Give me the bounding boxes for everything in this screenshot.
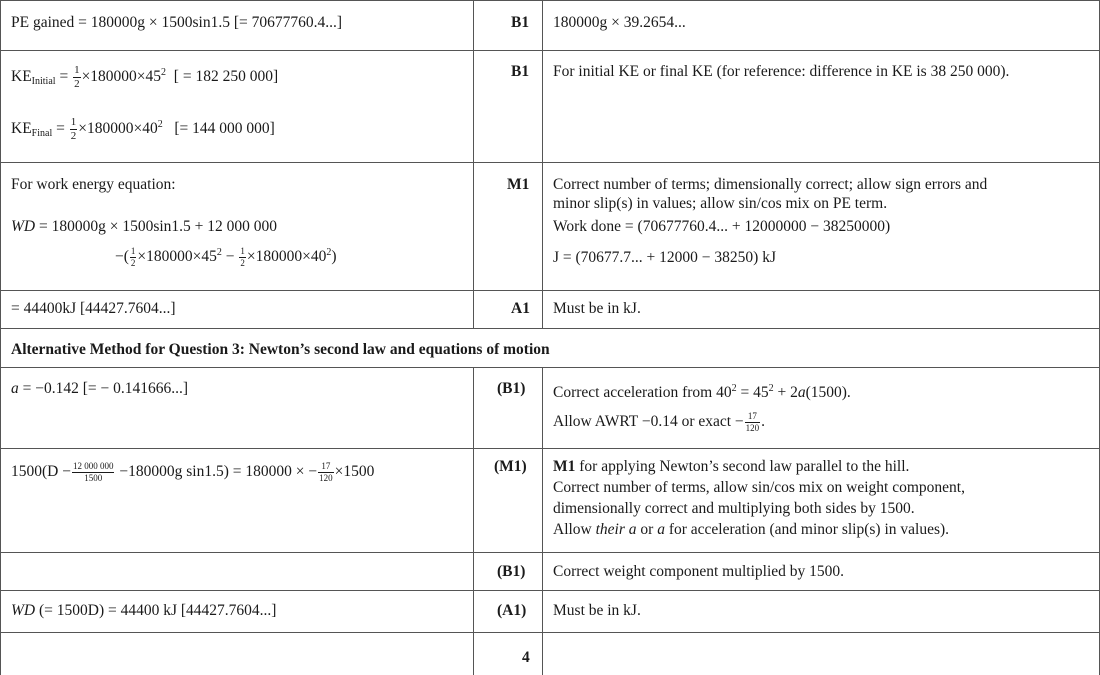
row-wd bbox=[0, 162, 1100, 290]
ke-final-fraction: $\frac{1}{2}$ bbox=[70, 116, 77, 142]
answer-working: = 44400kJ [44427.7604...] bbox=[11, 300, 176, 317]
ke-initial: $KE_{Initial}$ = $\frac{1}{2}$ $\times 180000\times 45^2$ [ = 182 250 000] bbox=[11, 64, 279, 90]
n2l-mark: (M1) bbox=[494, 458, 527, 475]
row-alt-heading bbox=[0, 328, 1100, 367]
row-accel bbox=[0, 367, 1100, 448]
n2l-guidance-1: M1 for applying Newton’s second law parallel to the hill. bbox=[553, 458, 910, 475]
pe-working: PE gained = 180000g × 1500sin1.5 [= 70677760.4...] bbox=[11, 14, 343, 31]
left-border bbox=[0, 0, 1, 675]
ke-final: $KE_{Final}$ = $\frac{1}{2}$ $\times 180000\times 40^2$ [= 144 000 000] bbox=[11, 116, 275, 142]
wd-line1: WD = 180000g × 1500sin1.5 + 12 000 000 bbox=[11, 218, 278, 235]
accel-guidance-1: Correct acceleration from $40^2 = 45^2 + 2a(1500)$. bbox=[553, 383, 851, 401]
accel-working: a = −0.142 [= − 0.141666...] bbox=[11, 380, 189, 397]
wd-guidance-2: minor slip(s) in values; allow sin/cos mix on PE term. bbox=[553, 195, 888, 212]
row-answer bbox=[0, 290, 1100, 328]
accel-guidance-2: Allow AWRT −0.14 or exact − $\frac{17}{120}$ . bbox=[553, 411, 766, 433]
ke-mark: B1 bbox=[511, 63, 530, 80]
pe-mark: B1 bbox=[511, 14, 530, 31]
answer-mark: A1 bbox=[511, 300, 530, 317]
wd-guidance-3: Work done = (70677760.4... + 12000000 − 38250000) bbox=[553, 218, 891, 235]
final-guidance: Must be in kJ. bbox=[553, 602, 641, 619]
row-weight bbox=[0, 552, 1100, 590]
wd-line2: −( $\frac{1}{2}$ $\times 180000\times 45^2$ − $\frac{1}{2}$ $\times 180000\times 40^2$) bbox=[115, 246, 337, 268]
ke-guidance: For initial KE or final KE (for reference: difference in KE is 38 250 000). bbox=[553, 63, 1010, 80]
total-mark: 4 bbox=[522, 649, 530, 666]
pe-guidance: 180000g × 39.2654... bbox=[553, 14, 686, 31]
n2l-guidance-4: Allow their a or a for acceleration (and minor slip(s) in values). bbox=[553, 521, 950, 538]
final-mark: (A1) bbox=[497, 602, 527, 619]
n2l-guidance-2: Correct number of terms, allow sin/cos mix on weight component, bbox=[553, 479, 965, 496]
row-final bbox=[0, 590, 1100, 632]
accel-mark: (B1) bbox=[497, 380, 526, 397]
n2l-equation: 1500(D − $\frac{12 000 000}{1500}$ −180000g sin1.5) = 180000 × − $\frac{17}{120}$ ×1500 bbox=[11, 461, 375, 483]
answer-guidance: Must be in kJ. bbox=[553, 300, 641, 317]
wd-intro: For work energy equation: bbox=[11, 176, 176, 193]
row-n2l bbox=[0, 448, 1100, 552]
weight-mark: (B1) bbox=[497, 563, 526, 580]
ke-initial-fraction: $\frac{1}{2}$ bbox=[74, 64, 80, 90]
row-ke bbox=[0, 50, 1100, 162]
final-working: WD (= 1500D) = 44400 kJ [44427.7604...] bbox=[11, 602, 277, 619]
row-pe bbox=[0, 0, 1100, 50]
wd-guidance-1: Correct number of terms; dimensionally correct; allow sign errors and bbox=[553, 176, 988, 193]
row-total bbox=[0, 632, 1100, 675]
alt-method-heading: Alternative Method for Question 3: Newton’s second law and equations of motion bbox=[11, 341, 550, 358]
weight-guidance: Correct weight component multiplied by 1500. bbox=[553, 563, 845, 580]
wd-mark: M1 bbox=[507, 176, 530, 193]
wd-guidance-4: J = (70677.7... + 12000 − 38250) kJ bbox=[553, 249, 776, 266]
n2l-guidance-3: dimensionally correct and multiplying both sides by 1500. bbox=[553, 500, 915, 517]
